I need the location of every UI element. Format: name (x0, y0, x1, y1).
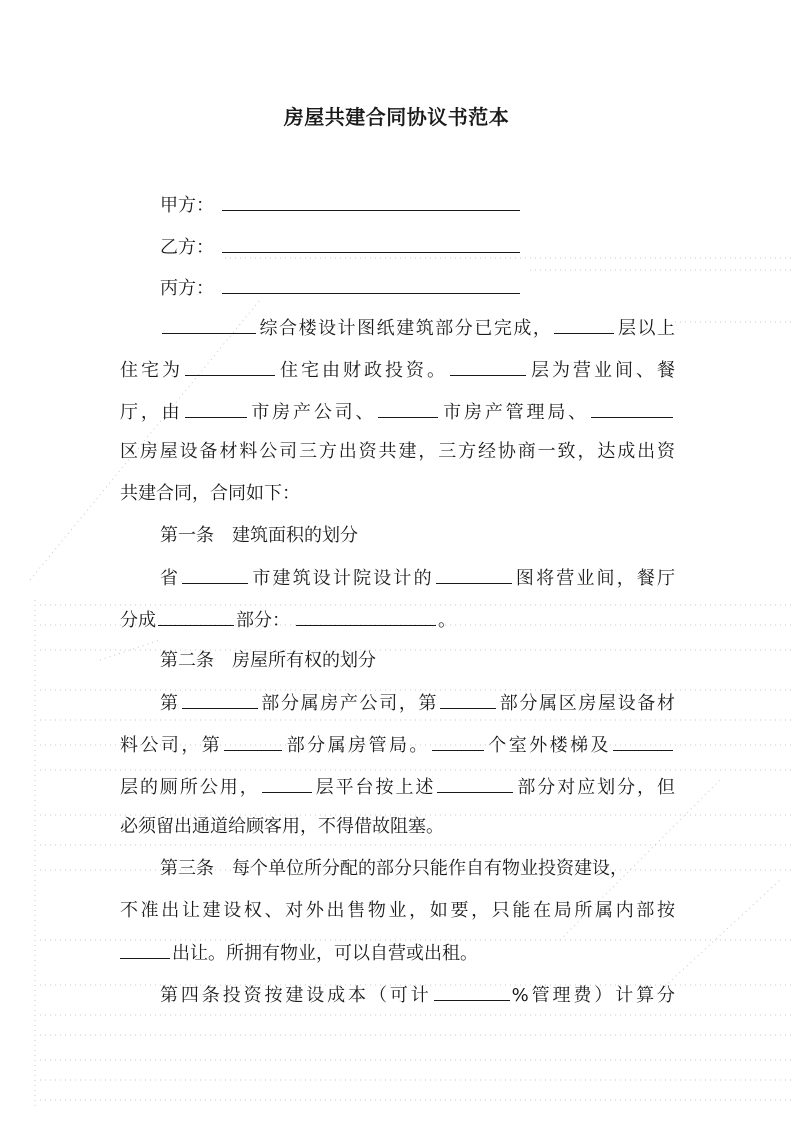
blank (437, 772, 513, 793)
text: 料公司，第 (120, 735, 223, 756)
text: 部分属区房屋设备材 (498, 693, 676, 714)
blank (554, 313, 614, 334)
article3-line3 (120, 938, 675, 966)
article2-heading (160, 647, 675, 675)
text: 每个单位所分配的部分只能作自有物业投资建设， (232, 858, 628, 879)
text: 市房产公司、 (248, 402, 377, 423)
text: 部分： (236, 610, 290, 631)
text: 住宅由财政投资。 (277, 360, 448, 381)
para1-line1 (160, 313, 675, 341)
text: 层以上 (616, 318, 676, 339)
blank (591, 397, 673, 418)
text: 层为营业间、餐 (528, 360, 675, 381)
article2-line2 (120, 730, 675, 758)
article-number: 第二条 (160, 650, 214, 671)
article2-line1 (160, 688, 675, 716)
party-a-line (160, 190, 675, 218)
party-b-line (160, 232, 675, 260)
blank (262, 772, 312, 793)
blank (185, 355, 275, 376)
party-a-label: 甲方： (160, 195, 214, 216)
blank (162, 313, 256, 334)
article1-line1 (160, 563, 675, 591)
para1-line5: 共建合同，合同如下： (120, 483, 300, 504)
text: 个室外楼梯及 (485, 735, 612, 756)
article1-heading (160, 522, 675, 550)
party-a-blank (222, 190, 520, 211)
para1-line4: 区房屋设备材料公司三方出资共建，三方经协商一致，达成出资 (120, 441, 675, 462)
blank (613, 730, 673, 751)
text: 投资按建设成本（可计 (222, 985, 432, 1006)
text: 市房产管理局、 (440, 402, 590, 423)
text: 厅，由 (120, 402, 183, 423)
text: 部分属房产公司，第 (259, 693, 439, 714)
text: 住宅为 (120, 360, 183, 381)
blank (158, 605, 234, 626)
article2-line4: 必须留出通道给顾客用，不得借故阻塞。 (120, 816, 444, 837)
text: 第 (160, 693, 180, 714)
party-b-blank (222, 232, 520, 253)
text: 综合楼设计图纸建筑部分已完成， (258, 318, 553, 339)
blank (436, 563, 512, 584)
article2-line3 (120, 772, 675, 800)
text: 出让。所拥有物业，可以自营或出租。 (172, 943, 478, 964)
blank (224, 730, 282, 751)
blank (432, 730, 484, 751)
text: %管理费）计算分 (511, 985, 676, 1006)
blank (296, 605, 436, 626)
text: 部分对应划分，但 (515, 777, 676, 798)
article-number: 第四条 (160, 985, 223, 1006)
article-title: 建筑面积的划分 (232, 525, 358, 546)
text: 层的厕所公用， (120, 777, 260, 798)
article3-line2: 不准出让建设权、对外出售物业，如要，只能在局所属内部按 (120, 900, 675, 921)
blank (120, 938, 170, 959)
article-number: 第三条 (160, 858, 214, 879)
text: 。 (438, 610, 456, 631)
text: 部分属房管局。 (284, 735, 430, 756)
blank (182, 688, 258, 709)
article-number: 第一条 (160, 525, 214, 546)
article4-line1 (160, 980, 675, 1008)
article3-line1 (160, 855, 675, 883)
text: 图将营业间，餐厅 (513, 568, 676, 589)
blank (450, 355, 526, 376)
document-title: 房屋共建合同协议书范本 (283, 105, 510, 129)
text: 省 (160, 568, 181, 589)
blank (182, 563, 248, 584)
article-title: 房屋所有权的划分 (232, 650, 376, 671)
text: 层平台按上述 (313, 777, 436, 798)
text: 市建筑设计院设计的 (250, 568, 434, 589)
blank (378, 397, 438, 418)
party-b-label: 乙方： (160, 237, 214, 258)
blank (434, 980, 510, 1001)
party-c-line (160, 273, 675, 301)
text: 分成 (120, 610, 156, 631)
party-c-blank (222, 273, 520, 294)
blank (185, 397, 247, 418)
para1-line2 (120, 355, 675, 383)
article1-line2 (120, 605, 675, 633)
party-c-label: 丙方： (160, 278, 214, 299)
blank (440, 688, 496, 709)
para1-line3 (120, 397, 675, 425)
